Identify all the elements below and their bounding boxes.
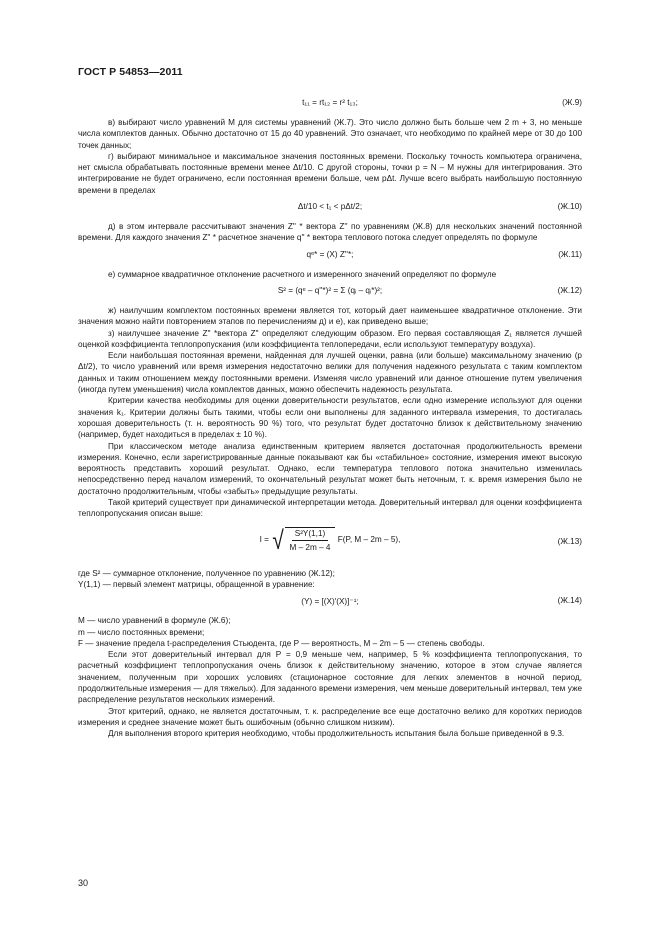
definition-m-upper: M — число уравнений в формуле (Ж.6); (78, 616, 231, 626)
equation-zh9 (78, 96, 582, 111)
definition-y11: Y(1,1) — первый элемент матрицы, обращенной в уравнение: (78, 579, 315, 589)
paragraph-item-d: д) в этом интервале рассчитывают значения Z'' * вектора Z'' по уравнениям (Ж.8) для нескольких значений постоянной времени. Для каждого значения Z'' * расчетное значение q'' * вектора теплового потока следует определять по формуле (78, 222, 582, 243)
page-body (78, 92, 582, 739)
equation-expression: t₁₁ = rt₁₂ = r² t₁₃; (302, 98, 358, 107)
confidence-interval-formula (260, 524, 401, 556)
equation-zh14 (78, 594, 582, 609)
equation-expression: Δt/10 < t₁ < pΔt/2; (297, 202, 363, 212)
paragraph-item-v: в) выбирают число уравнений M для системы уравнений (Ж.7). Это число должно быть больше чем 2 m + 3, но меньше числа комплектов данных. Обычно достаточно от 15 до 40 уравнений. Это означает, что необходимо по крайней мере от 30 до 100 точек данных; (78, 118, 582, 150)
radical-sign-icon: √ (272, 524, 285, 555)
paragraph-max-time-constant: Если наибольшая постоянная времени, найденная для лучшей оценки, равна (или больше) максимальному значению (p Δt/2), то число уравнений или время измерения недостаточно велики для получения надежного результата с таким комплектом данных и таким отношением между постоянными времени. Изменяя число уравнений или данное отношение путем увеличения (иногда путем уменьшения) числа комплектов данных, можно обеспечить надежность результата. (78, 351, 582, 395)
equation-expression: (Y) = [(X)′(X)]⁻¹; (301, 597, 359, 607)
definition-m-lower: m — число постоянных времени; (78, 627, 205, 637)
paragraph-quality-criteria: Критерии качества необходимы для оценки доверительности результатов, если одно измерение используют для оценки значения k₁. Критерии должны быть такими, чтобы если они выполнены для заданного интервала измерения, то достигалась хорошая доверительность (т. н. вероятность 90 %) того, что результат будет достаточно близок к действительному значению (например, будет находиться в пределах ± 10 %). (78, 396, 582, 440)
paragraph-item-g: г) выбирают минимальное и максимальное значения постоянных времени. Поскольку точность компьютера ограничена, нет смысла обрабатывать постоянные времени менее Δt/10. С другой стороны, точки p = N – M нужны для интегрирования. Это интегрирование не будет ограничено, если постоянная времени больше, чем pΔt. Лучше всего выбрать наибольшую постоянную времени в пределах (78, 151, 582, 195)
page-number: 30 (78, 878, 89, 888)
equation-zh11 (78, 248, 582, 263)
paragraph-classic-method: При классическом методе анализа единственным критерием является достаточная продолжительность времени измерения. Конечно, если зарегистрированные данные показывают как бы «стабильное» состояние, измерения имеют высокую вероятность представить хороший результат. Однако, если температура теплового потока значительно изменилась непосредственно перед началом измерений, то окончательный результат может быть неточным, т. к. время измерения было не достаточно продолжительным, чтобы «забыть» предыдущие результаты. (78, 441, 582, 496)
document-header: ГОСТ Р 54853—2011 (78, 66, 183, 78)
equation-number: (Ж.12) (557, 285, 582, 295)
equation-expression (78, 524, 582, 556)
equation-zh13 (78, 524, 582, 562)
definition-s2: где S² — суммарное отклонение, полученное по уравнению (Ж.12); (78, 568, 335, 578)
paragraph-criterion-insufficient: Этот критерий, однако, не является достаточным, т. к. распределение все еще достаточно велико для коротких периодов измерения и среднее значение может быть ошибочным (обычно слишком низким). (78, 706, 582, 727)
equation-expression: S² = (qᵉ – q''*)² = Σ (qᵢ – qᵢ*)²; (277, 285, 383, 295)
equation-zh12 (78, 284, 582, 299)
fraction-denominator: M – 2m – 4 (289, 542, 331, 552)
equation-number: (Ж.9) (562, 98, 582, 107)
paragraph-confidence-interval: Если этот доверительный интервал для P = 0,9 меньше чем, например, 5 % коэффициента теплопропускания, то расчетный коэффициент теплопропускания очень близок к действительному значению, которое в этом случае является значением, полученным при хороших условиях (стационарное состояние для легких элементов в ночной период, продолжительные измерения — для тяжелых). Для заданного времени измерения, чем меньше доверительный интервал, тем уже распределение результатов нескольких измерений. (78, 650, 582, 705)
definition-f: F — значение предела t-распределения Стьюдента, где P — вероятность, M – 2m – 5 — степень свободы. (78, 638, 485, 648)
fraction-numerator: S²Y(1,1) (292, 528, 328, 541)
equation-number: (Ж.10) (557, 202, 582, 212)
paragraph-item-z: з) наилучшее значение Z'' *вектора Z'' определяют следующим образом. Его первая составляющая Z₁ является лучшей оценкой коэффициента теплопропускания (или коэффициента теплопередачи, если используют температуру воздуха). (78, 328, 582, 349)
equation-expression: qᵉ* = (X) Z''*; (306, 249, 354, 259)
paragraph-dynamic-criterion: Такой критерий существует при динамической интерпретации метода. Доверительный интервал для оценки коэффициента теплопропускания описан выше: (78, 498, 582, 519)
paragraph-item-zh: ж) наилучшим комплектом постоянных времени является тот, который дает наименьшее квадратичное отклонение. Эти значения можно найти повторением этапов по перечислениям д) и е), как приведено выше; (78, 305, 582, 327)
radicand (285, 527, 336, 556)
formula-lhs: I = (259, 535, 269, 545)
equation-number: (Ж.11) (558, 249, 582, 259)
equation-zh10 (78, 200, 582, 215)
square-root (271, 524, 335, 556)
formula-rhs: F(P, M – 2m – 5), (337, 535, 401, 545)
paragraph-item-e: е) суммарное квадратичное отклонение расчетного и измеренного значений определяют по формуле (108, 269, 497, 279)
equation-number: (Ж.13) (557, 536, 582, 546)
equation-number: (Ж.14) (557, 596, 582, 606)
paragraph-second-criterion: Для выполнения второго критерия необходимо, чтобы продолжительность испытания была больше приведенной в 9.3. (108, 729, 565, 739)
